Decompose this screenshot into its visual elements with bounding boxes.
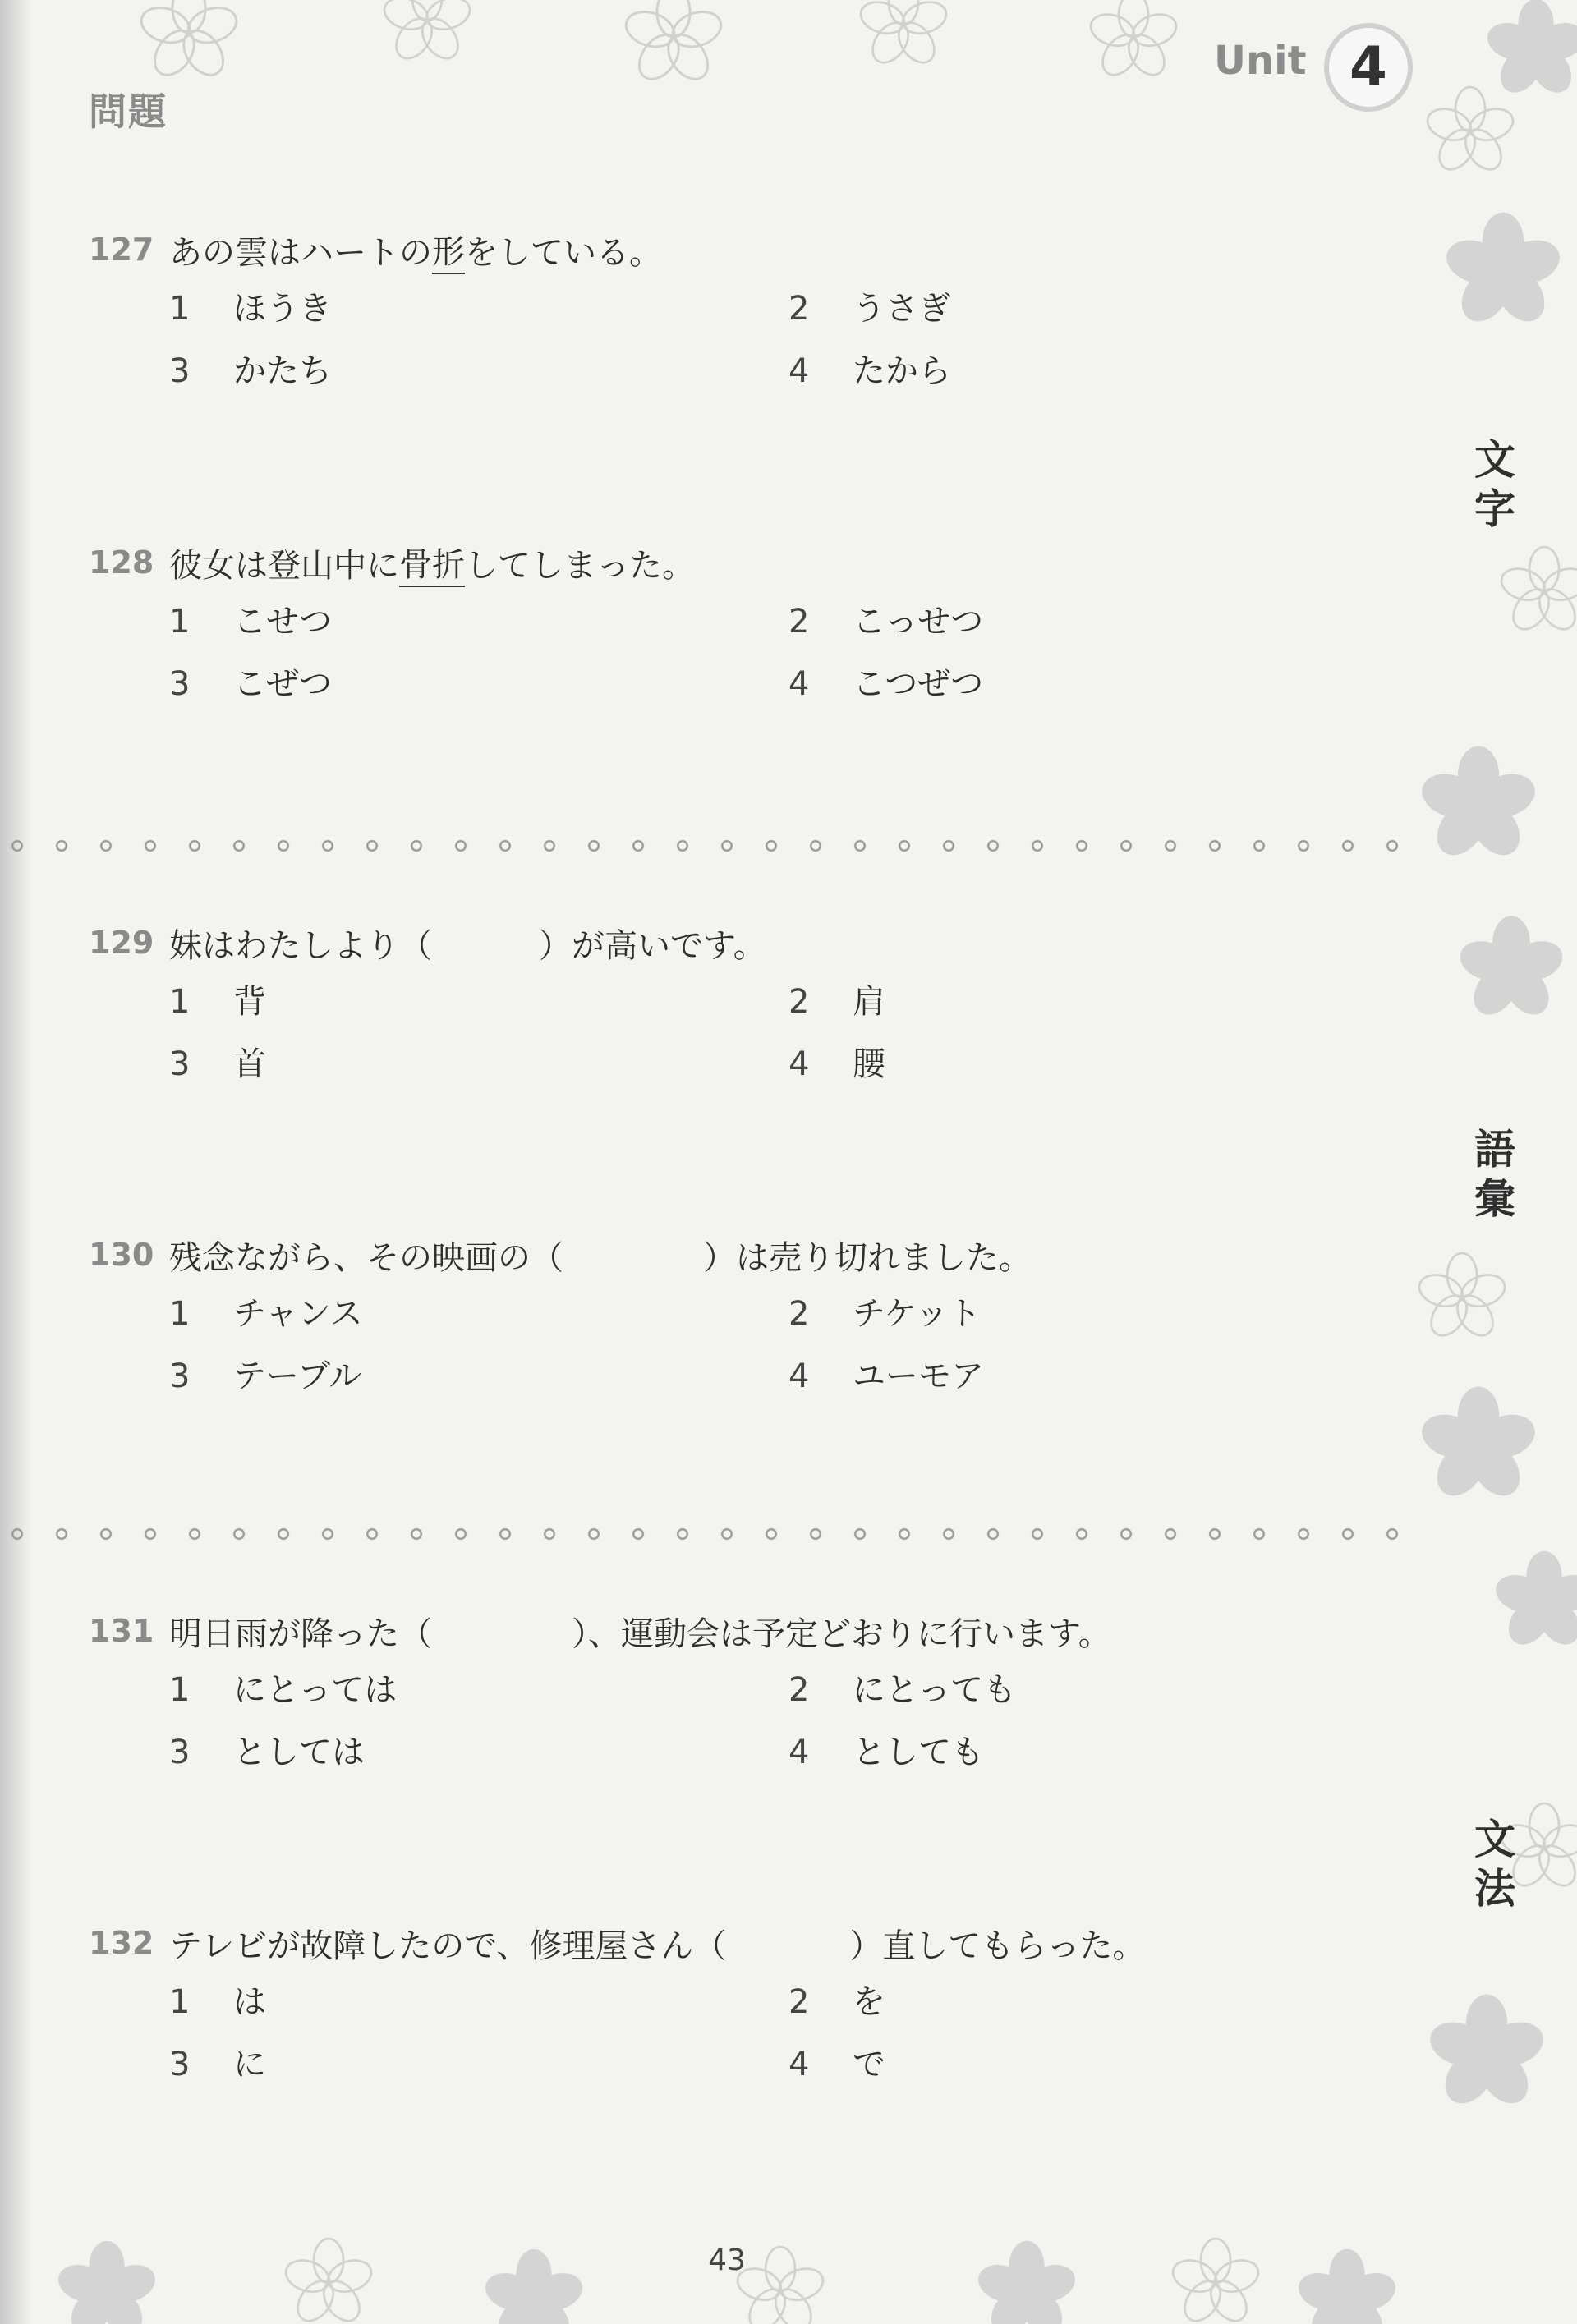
stem-text: 明日雨が降った（ [169,1614,432,1653]
question-number: 132 [89,1925,154,1961]
option-4[interactable] [788,1350,984,1397]
option-number: 1 [169,1983,191,2021]
stem-text: をしている。 [465,233,662,272]
stem-text: ）が高いです。 [539,926,766,965]
option-number: 4 [788,352,810,390]
option-text: ほうき [233,290,332,328]
question-stem [89,1598,1370,1664]
option-text: たから [853,352,951,390]
section-divider [0,839,1424,852]
unit-label: Unit [1214,38,1307,84]
option-text: チャンス [233,1295,363,1333]
stem-text: ）直してもらった。 [849,1927,1146,1965]
option-1[interactable] [169,1664,397,1711]
option-number: 4 [788,2046,810,2083]
option-text: こつぜつ [853,665,984,703]
option-number: 2 [788,1983,810,2021]
option-number: 3 [169,352,191,390]
unit-badge [1324,23,1413,112]
stem-text: テレビが故障したので、修理屋さん（ [169,1927,727,1965]
question-129 [89,910,1370,1102]
option-3[interactable] [169,658,332,705]
option-text: は [233,1983,266,2021]
option-2[interactable] [788,1288,981,1334]
option-text: かたち [233,352,332,390]
underlined-word: 骨折 [399,539,465,587]
option-2[interactable] [788,1664,1016,1711]
option-1[interactable] [169,976,266,1022]
option-text: テーブル [233,1357,362,1395]
question-130 [89,1222,1370,1414]
option-3[interactable] [169,1726,365,1773]
stem-text: あの雲はハートの [169,233,432,272]
option-number: 2 [788,1295,810,1333]
option-text: チケット [853,1295,982,1333]
option-4[interactable] [788,1726,984,1773]
section-tab-char: 法 [1474,1865,1515,1913]
section-tab-goi [1470,1125,1520,1224]
option-number: 4 [788,1734,810,1771]
option-4[interactable] [788,345,951,392]
section-tab-char: 字 [1474,485,1515,533]
section-tab-bunpo [1470,1815,1520,1913]
option-text: 背 [233,983,266,1021]
option-3[interactable] [169,2038,266,2085]
question-number: 127 [89,232,154,268]
option-2[interactable] [788,1976,885,2023]
option-number: 3 [169,1734,191,1771]
question-128 [89,530,1370,722]
section-divider [0,1527,1424,1541]
answer-options [89,1288,1370,1414]
stem-text: 彼女は登山中に [169,546,399,585]
option-text: にとっては [233,1671,398,1709]
option-3[interactable] [169,345,332,392]
answer-options [89,595,1370,722]
question-number: 130 [89,1237,154,1273]
option-text: 首 [233,1045,266,1083]
option-text: に [233,2046,266,2083]
stem-text: ）は売り切れました。 [703,1238,1032,1277]
option-text: こせつ [233,603,332,641]
option-text: としても [853,1734,984,1771]
option-number: 4 [788,665,810,703]
option-text: で [853,2046,885,2083]
section-tab-char: 文 [1474,436,1515,484]
stem-text: してしまった。 [465,546,695,585]
option-1[interactable] [169,1976,266,2023]
option-3[interactable] [169,1038,266,1085]
stem-text: ）、運動会は予定どおりに行います。 [572,1614,1111,1653]
option-2[interactable] [788,976,885,1022]
question-number: 131 [89,1613,154,1649]
option-number: 3 [169,1045,191,1083]
option-number: 1 [169,290,191,328]
option-text: うさぎ [853,290,951,328]
answer-options [89,282,1370,409]
option-4[interactable] [788,1038,885,1085]
unit-number: 4 [1349,35,1387,99]
option-3[interactable] [169,1350,361,1397]
section-tab-moji [1470,435,1520,534]
option-text: としては [233,1734,365,1771]
option-text: 肩 [853,983,885,1021]
answer-options [89,1664,1370,1790]
question-stem [89,910,1370,976]
binding-shadow [0,0,31,2324]
question-number: 128 [89,544,154,581]
option-text: ユーモア [853,1357,984,1395]
option-number: 3 [169,665,191,703]
page-number: 43 [708,2244,746,2277]
option-4[interactable] [788,2038,885,2085]
option-1[interactable] [169,595,332,642]
option-text: こっせつ [853,603,984,641]
section-tab-char: 彙 [1474,1175,1515,1223]
option-1[interactable] [169,282,332,329]
page-heading: 問題 [89,90,168,134]
option-number: 2 [788,1671,810,1709]
stem-text: 妹はわたしより（ [169,926,432,965]
option-4[interactable] [788,658,983,705]
answer-options [89,976,1370,1102]
option-number: 1 [169,603,191,641]
underlined-word: 形 [432,226,465,274]
option-number: 2 [788,983,810,1021]
question-stem [89,1222,1370,1288]
option-number: 2 [788,603,810,641]
option-number: 1 [169,983,191,1021]
section-tab-char: 文 [1474,1816,1515,1863]
option-number: 1 [169,1295,191,1333]
option-text: を [853,1983,885,2021]
question-stem [89,1910,1370,1976]
question-number: 129 [89,925,154,961]
option-number: 4 [788,1045,810,1083]
question-131 [89,1598,1370,1790]
option-text: にとっても [853,1671,1017,1709]
section-tab-char: 語 [1474,1126,1515,1173]
question-stem [89,217,1370,282]
option-2[interactable] [788,595,983,642]
option-text: こぜつ [233,665,332,703]
option-2[interactable] [788,282,951,329]
option-number: 3 [169,1357,191,1395]
option-number: 3 [169,2046,191,2083]
question-132 [89,1910,1370,2102]
question-stem [89,530,1370,595]
option-text: 腰 [853,1045,885,1083]
stem-text: 残念ながら、その映画の（ [169,1238,563,1277]
option-number: 4 [788,1357,810,1395]
option-1[interactable] [169,1288,363,1334]
question-127 [89,217,1370,409]
option-number: 2 [788,290,810,328]
answer-options [89,1976,1370,2102]
option-number: 1 [169,1671,191,1709]
